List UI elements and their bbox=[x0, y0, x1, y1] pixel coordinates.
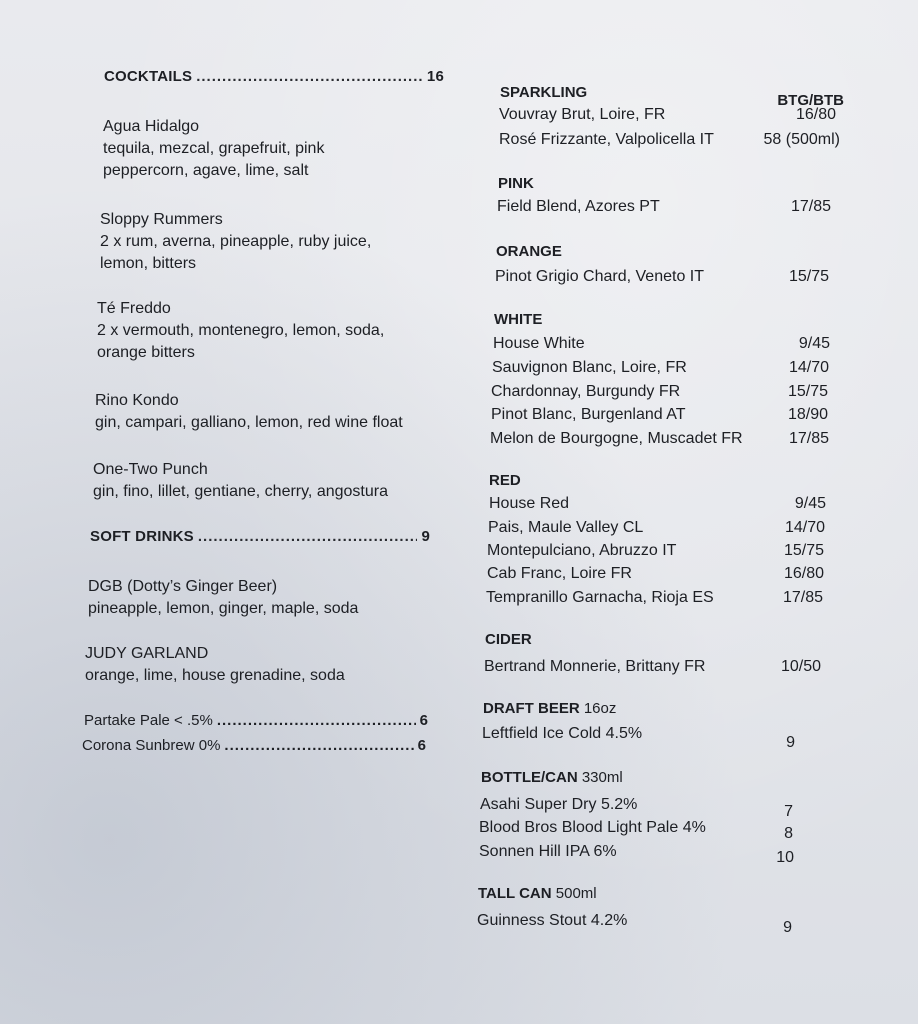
drink-name: Té Freddo bbox=[97, 300, 171, 317]
wine-price: 14/70 bbox=[788, 359, 829, 376]
wine-row bbox=[484, 656, 827, 678]
wine-row bbox=[487, 563, 830, 585]
dot-leader bbox=[198, 528, 418, 545]
section-title: RED bbox=[489, 472, 521, 489]
section-title: CIDER bbox=[485, 631, 532, 648]
beer-name: Blood Bros Blood Light Pale 4% bbox=[479, 819, 706, 836]
drink-description: pineapple, lemon, ginger, maple, soda bbox=[88, 600, 359, 617]
section-title: PINK bbox=[498, 175, 534, 192]
na-beer-price: 6 bbox=[417, 737, 426, 754]
wine-price: 17/85 bbox=[790, 198, 831, 215]
wine-row bbox=[495, 266, 835, 288]
drink-description: tequila, mezcal, grapefruit, pink peppercorn, agave, lime, salt bbox=[103, 140, 325, 179]
red-heading bbox=[489, 472, 859, 489]
wine-name: Chardonnay, Burgundy FR bbox=[491, 383, 681, 400]
wine-row bbox=[493, 333, 836, 355]
wine-name: Cab Franc, Loire FR bbox=[487, 565, 632, 582]
wine-row bbox=[486, 587, 829, 609]
section-title: ORANGE bbox=[496, 243, 562, 260]
wine-name: Melon de Bourgogne, Muscadet FR bbox=[490, 430, 743, 447]
drink-name: DGB (Dotty’s Ginger Beer) bbox=[88, 578, 278, 595]
dot-leader bbox=[196, 68, 423, 85]
wine-row bbox=[491, 404, 834, 426]
wine-name: Sauvignon Blanc, Loire, FR bbox=[492, 359, 687, 376]
wine-row bbox=[491, 381, 834, 403]
beer-price: 9 bbox=[783, 919, 792, 936]
wine-row bbox=[492, 357, 835, 379]
wine-name: Pinot Grigio Chard, Veneto IT bbox=[495, 268, 704, 285]
pink-heading bbox=[498, 175, 868, 192]
drink-name: Bertrand Monnerie, Brittany FR bbox=[484, 658, 706, 675]
wine-name: House White bbox=[493, 335, 585, 352]
wine-price: 15/75 bbox=[783, 542, 824, 559]
serving-size: 330ml bbox=[581, 769, 623, 786]
wine-name: Rosé Frizzante, Valpolicella IT bbox=[499, 131, 714, 148]
white-heading bbox=[494, 311, 864, 328]
cocktails-heading bbox=[104, 68, 444, 85]
wine-price: 15/75 bbox=[787, 383, 828, 400]
serving-size: 16oz bbox=[583, 700, 617, 717]
wine-row bbox=[488, 517, 831, 539]
wine-name: Montepulciano, Abruzzo IT bbox=[487, 542, 677, 559]
section-title: DRAFT BEER bbox=[483, 700, 580, 717]
section-title: BOTTLE/CAN bbox=[481, 769, 578, 786]
na-beer-name: Corona Sunbrew 0% bbox=[82, 737, 221, 754]
wine-price: 58 (500ml) bbox=[763, 131, 840, 148]
drink-name: Rino Kondo bbox=[95, 392, 179, 409]
na-beer-line bbox=[84, 712, 428, 729]
wine-row bbox=[499, 129, 844, 151]
soft-drinks-heading bbox=[90, 528, 430, 545]
beer-row bbox=[477, 910, 822, 939]
wine-row bbox=[490, 428, 835, 450]
wine-price: 16/80 bbox=[795, 106, 836, 123]
wine-name: Field Blend, Azores PT bbox=[497, 198, 660, 215]
price-column-label: BTG/BTB bbox=[777, 92, 844, 109]
drink-description: 2 x vermouth, montenegro, lemon, soda, orange bitters bbox=[97, 322, 385, 361]
section-title: TALL CAN bbox=[478, 885, 552, 902]
section-title: SOFT DRINKS bbox=[90, 528, 194, 545]
wine-row bbox=[487, 540, 830, 562]
beer-row bbox=[479, 841, 824, 869]
drink-name: Agua Hidalgo bbox=[103, 118, 200, 135]
wine-price: 16/80 bbox=[783, 565, 824, 582]
wine-row bbox=[489, 493, 832, 515]
wine-price: 14/70 bbox=[784, 519, 825, 536]
wine-name: Vouvray Brut, Loire, FR bbox=[499, 106, 666, 123]
beer-price: 10 bbox=[776, 849, 794, 866]
drink-name: JUDY GARLAND bbox=[85, 645, 209, 662]
beer-price: 9 bbox=[786, 734, 795, 751]
na-beer-price: 6 bbox=[419, 712, 428, 729]
wine-price: 18/90 bbox=[787, 406, 828, 423]
beer-name: Asahi Super Dry 5.2% bbox=[480, 796, 638, 813]
section-title: COCKTAILS bbox=[104, 68, 193, 85]
wine-name: Pais, Maule Valley CL bbox=[488, 519, 644, 536]
serving-size: 500ml bbox=[555, 885, 597, 902]
wine-row bbox=[497, 196, 837, 218]
beer-row bbox=[482, 723, 827, 754]
drink-name: One-Two Punch bbox=[93, 461, 208, 478]
wine-name: House Red bbox=[489, 495, 570, 512]
wine-price: 9/45 bbox=[798, 335, 830, 352]
cocktail-item bbox=[95, 390, 450, 434]
wine-name: Pinot Blanc, Burgenland AT bbox=[491, 406, 686, 423]
section-price: 16 bbox=[426, 68, 444, 85]
beer-price: 8 bbox=[784, 825, 793, 842]
wine-price: 17/85 bbox=[782, 589, 823, 606]
drink-description: 2 x rum, averna, pineapple, ruby juice, lemon, bitters bbox=[100, 233, 372, 272]
beer-price: 7 bbox=[784, 803, 793, 820]
section-title: WHITE bbox=[494, 311, 543, 328]
wine-price: 17/85 bbox=[788, 430, 829, 447]
soft-drink-item bbox=[85, 643, 405, 687]
beer-name: Leftfield Ice Cold 4.5% bbox=[482, 725, 643, 742]
cocktail-item bbox=[103, 116, 373, 182]
beer-name: Sonnen Hill IPA 6% bbox=[479, 843, 617, 860]
na-beer-name: Partake Pale < .5% bbox=[84, 712, 213, 729]
drink-price: 10/50 bbox=[780, 658, 821, 675]
cider-heading bbox=[485, 631, 855, 648]
draft-beer-heading bbox=[483, 700, 853, 717]
tall-can-heading bbox=[478, 885, 848, 902]
bottle-can-heading bbox=[481, 769, 851, 786]
section-title: SPARKLING bbox=[500, 84, 588, 101]
drink-name: Sloppy Rummers bbox=[100, 211, 223, 228]
wine-row bbox=[499, 104, 842, 126]
orange-heading bbox=[496, 243, 866, 260]
drink-description: orange, lime, house grenadine, soda bbox=[85, 667, 345, 684]
wine-price: 9/45 bbox=[794, 495, 826, 512]
section-price: 9 bbox=[421, 528, 430, 545]
dot-leader bbox=[217, 712, 416, 729]
dot-leader bbox=[224, 737, 413, 754]
wine-name: Tempranillo Garnacha, Rioja ES bbox=[486, 589, 714, 606]
beer-name: Guinness Stout 4.2% bbox=[477, 912, 628, 929]
na-beer-line bbox=[82, 737, 426, 754]
cocktail-item bbox=[100, 209, 420, 275]
cocktail-item bbox=[93, 459, 453, 503]
cocktail-item bbox=[97, 298, 422, 364]
wine-price: 15/75 bbox=[788, 268, 829, 285]
soft-drink-item bbox=[88, 576, 408, 620]
drink-description: gin, campari, galliano, lemon, red wine float bbox=[95, 414, 403, 431]
drink-description: gin, fino, lillet, gentiane, cherry, angostura bbox=[93, 483, 388, 500]
